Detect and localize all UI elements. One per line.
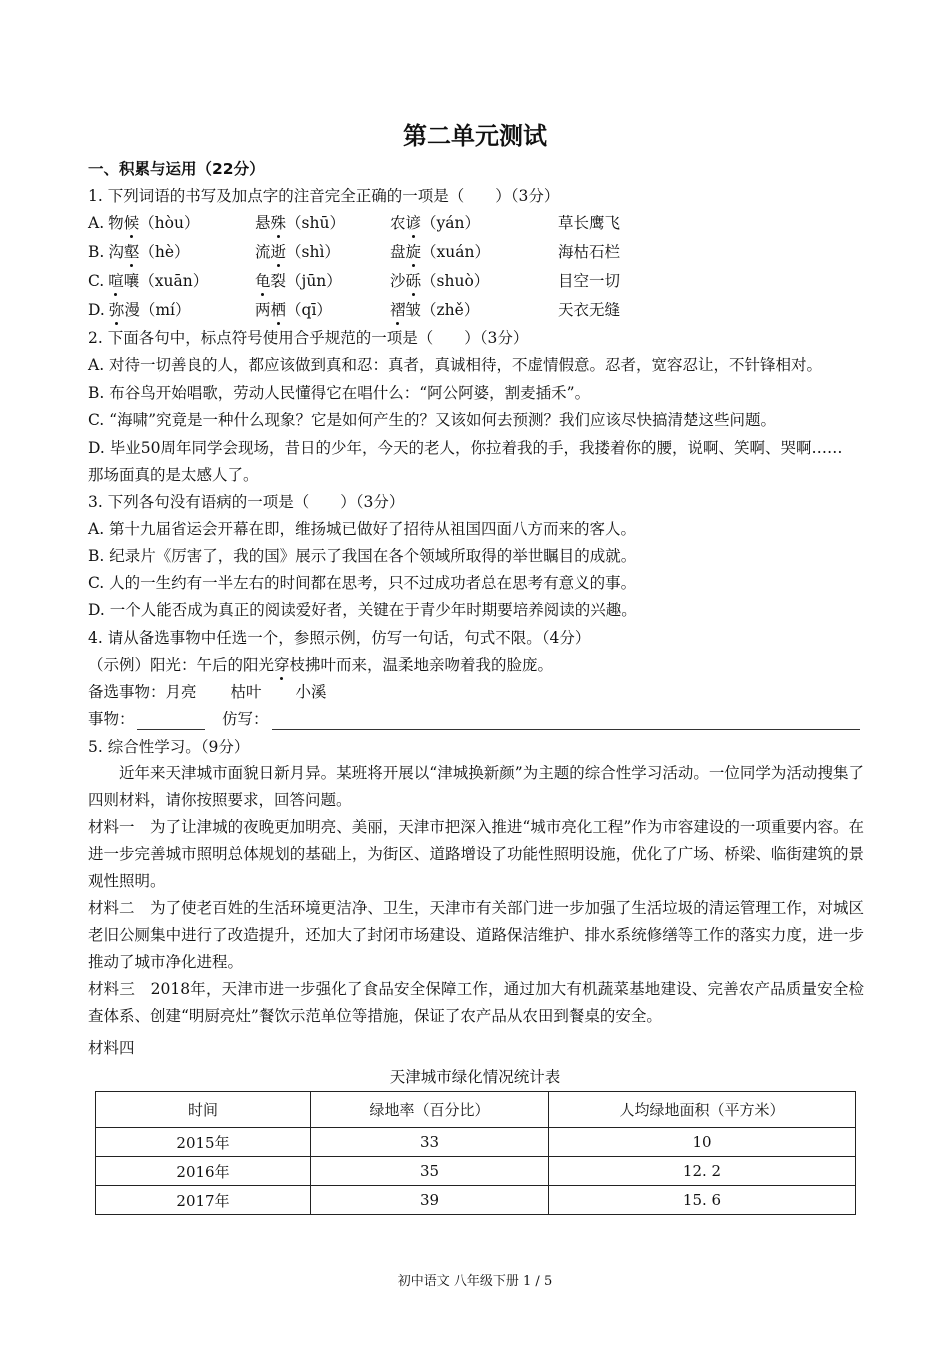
thing-label: 事物：: [88, 710, 135, 728]
word-text: 沙: [390, 272, 406, 290]
word-text: （shì）: [286, 243, 340, 261]
word-text: 沟: [108, 243, 124, 261]
table-row: [96, 1128, 856, 1157]
dotted-char: 砾: [405, 272, 422, 290]
word-text: （xuán）: [421, 243, 490, 261]
q1-option-c-word-3: [390, 271, 489, 291]
word-text: （hè）: [139, 243, 190, 261]
word-text: （hòu）: [139, 214, 200, 232]
option-letter: B.: [88, 243, 105, 261]
q1-option-a-word-4: [558, 213, 620, 233]
dotted-char: 逝: [270, 243, 287, 261]
page-title: 第二单元测试: [403, 122, 547, 150]
word-text: 目空一切: [558, 272, 621, 290]
question-2-option-d-cont: 那场面真的是太感人了。: [88, 466, 259, 484]
word-text: 嚷（xuān）: [123, 272, 209, 290]
table-cell: 39: [311, 1186, 549, 1215]
question-1-stem: 1. 下列词语的书写及加点字的注音完全正确的一项是（ ）（3分）: [88, 187, 560, 205]
table-cell: 15. 6: [549, 1186, 856, 1215]
table-cell: 12. 2: [549, 1157, 856, 1186]
dotted-char: 弥: [108, 301, 125, 319]
question-3-option-d: D. 一个人能否成为真正的阅读爱好者，关键在于青少年时期要培养阅读的兴趣。: [88, 601, 637, 619]
example-text-pre: （示例）阳光：午后的阳光: [88, 656, 275, 674]
question-3-option-b: B. 纪录片《厉害了，我的国》展示了我国在各个领域所取得的举世瞩目的成就。: [88, 547, 637, 565]
question-5-intro: 近年来天津城市面貌日新月异。某班将开展以“津城换新颜”为主题的综合性学习活动。一位同学为活动搜集了四则材料，请你按照要求，回答问题。: [88, 764, 864, 809]
question-2-option-d: D. 毕业50周年同学会现场，昔日的少年，今天的老人，你拉着我的手，我搂着你的腰，说啊、笑啊、哭啊……: [88, 439, 843, 457]
word-text: 盘: [390, 243, 406, 261]
question-4-stem: 4. 请从备选事物中任选一个，参照示例，仿写一句话，句式不限。（4分）: [88, 629, 591, 647]
table-cell: 2015年: [96, 1128, 311, 1157]
imitate-answer-blank[interactable]: [272, 729, 860, 730]
q1-option-d-word-2: [255, 300, 332, 320]
section-heading: 一、积累与运用（22分）: [88, 160, 265, 178]
q1-option-c-word-1: [88, 271, 208, 291]
option-letter: D.: [88, 301, 105, 319]
dotted-char: 喧: [108, 272, 124, 290]
q1-option-a-word-2: [255, 213, 345, 233]
q1-option-b-word-1: [88, 242, 190, 262]
word-text: 天衣无缝: [558, 301, 621, 319]
material-four-label: 材料四: [88, 1039, 135, 1057]
word-text: （shū）: [286, 214, 345, 232]
q1-option-d-word-4: [558, 300, 620, 320]
word-text: 两: [255, 301, 271, 319]
material-one: 材料一 为了让津城的夜晚更加明亮、美丽，天津市把深入推进“城市亮化工程”作为市容建设的一项重要内容。在进一步完善城市照明总体规划的基础上，为街区、道路增设了功能性照明设施，优化了广场、桥梁、临街建筑的景观性照明。: [88, 818, 864, 890]
word-text: 裂（jūn）: [270, 272, 342, 290]
table-header-cell: 人均绿地面积（平方米）: [549, 1092, 856, 1128]
dotted-char: 旋: [405, 243, 422, 261]
word-text: 漫（mí）: [124, 301, 191, 319]
question-3-option-a: A. 第十九届省运会开幕在即，维扬城已做好了招待从祖国四面八方而来的客人。: [88, 520, 637, 538]
table-cell: 33: [311, 1128, 549, 1157]
table-cell: 10: [549, 1128, 856, 1157]
word-text: （yán）: [421, 214, 481, 232]
q1-option-c-word-2: [255, 271, 342, 291]
question-2-option-c: C. “海啸”究竟是一种什么现象？它是如何产生的？又该如何去预测？我们应该尽快搞清楚这些问题。: [88, 411, 777, 429]
q1-option-a-word-3: [390, 213, 480, 233]
table-cell: 2016年: [96, 1157, 311, 1186]
question-4-example: [88, 655, 553, 675]
option-item: 枯叶: [230, 683, 262, 701]
word-text: （qī）: [286, 301, 332, 319]
dotted-char: 殊: [270, 214, 287, 232]
word-text: 皱（zhě）: [405, 301, 480, 319]
q1-option-d-word-1: [88, 300, 190, 320]
question-5-stem: 5. 综合性学习。（9分）: [88, 738, 250, 756]
option-letter: C.: [88, 272, 105, 290]
material-three: 材料三 2018年，天津市进一步强化了食品安全保障工作，通过加大有机蔬菜基地建设、完善农产品质量安全检查体系、创建“明厨亮灶”餐饮示范单位等措施，保证了农产品从农田到餐桌的安全。: [88, 980, 864, 1025]
table-row: [96, 1186, 856, 1215]
option-letter: A.: [88, 214, 105, 232]
example-text-post: 枝拂叶而来，温柔地亲吻着我的脸庞。: [289, 656, 554, 674]
table-cell: 35: [311, 1157, 549, 1186]
dotted-char: 褶: [390, 301, 406, 319]
example-dotted-char: 穿: [274, 656, 290, 674]
q1-option-b-word-2: [255, 242, 340, 262]
question-2-stem: 2. 下面各句中，标点符号使用合乎规范的一项是（ ）（3分）: [88, 329, 529, 347]
table-row: [96, 1157, 856, 1186]
dotted-char: 候: [123, 214, 140, 232]
option-item: 月亮: [165, 683, 197, 701]
word-text: 海枯石栏: [558, 243, 621, 261]
table-header-row: [96, 1092, 856, 1128]
imitate-label: 仿写：: [222, 710, 269, 728]
dotted-char: 谚: [405, 214, 422, 232]
option-item: 小溪: [295, 683, 327, 701]
word-text: （shuò）: [421, 272, 490, 290]
table-cell: 2017年: [96, 1186, 311, 1215]
q1-option-d-word-3: [390, 300, 479, 320]
word-text: 草长鹰飞: [558, 214, 621, 232]
q1-option-b-word-3: [390, 242, 490, 262]
question-3-stem: 3. 下列各句没有语病的一项是（ ）（3分）: [88, 493, 405, 511]
material-two: 材料二 为了使老百姓的生活环境更洁净、卫生，天津市有关部门进一步加强了生活垃圾的清运管理工作，对城区老旧公厕集中进行了改造提升，还加大了封闭市场建设、道路保洁维护、排水系统修缮等工作的落实力度，进一步推动了城市净化进程。: [88, 899, 864, 971]
word-text: 悬: [255, 214, 271, 232]
dotted-char: 龟: [255, 272, 271, 290]
greening-stats-table: [95, 1091, 856, 1215]
question-2-option-a: A. 对待一切善良的人，都应该做到真和忍：真者，真诚相待，不虚情假意。忍者，宽容忍让，不针锋相对。: [88, 356, 823, 374]
table-title: 天津城市绿化情况统计表: [389, 1068, 561, 1086]
q1-option-c-word-4: [558, 271, 620, 291]
q1-option-a-word-1: [88, 213, 199, 233]
question-2-option-b: B. 布谷鸟开始唱歌，劳动人民懂得它在唱什么：“阿公阿婆，割麦插禾”。: [88, 384, 591, 402]
thing-answer-blank[interactable]: [137, 729, 205, 730]
q1-option-b-word-4: [558, 242, 620, 262]
table-header-cell: 绿地率（百分比）: [311, 1092, 549, 1128]
word-text: 农: [390, 214, 406, 232]
dotted-char: 壑: [123, 243, 140, 261]
question-3-option-c: C. 人的一生约有一半左右的时间都在思考，只不过成功者总在思考有意义的事。: [88, 574, 637, 592]
dotted-char: 栖: [270, 301, 287, 319]
page-footer: 初中语文 八年级下册 1 / 5: [397, 1274, 553, 1289]
question-4-options: [88, 682, 327, 702]
word-text: 物: [108, 214, 124, 232]
word-text: 流: [255, 243, 271, 261]
table-header-cell: 时间: [96, 1092, 311, 1128]
options-label: 备选事物：: [88, 683, 166, 701]
